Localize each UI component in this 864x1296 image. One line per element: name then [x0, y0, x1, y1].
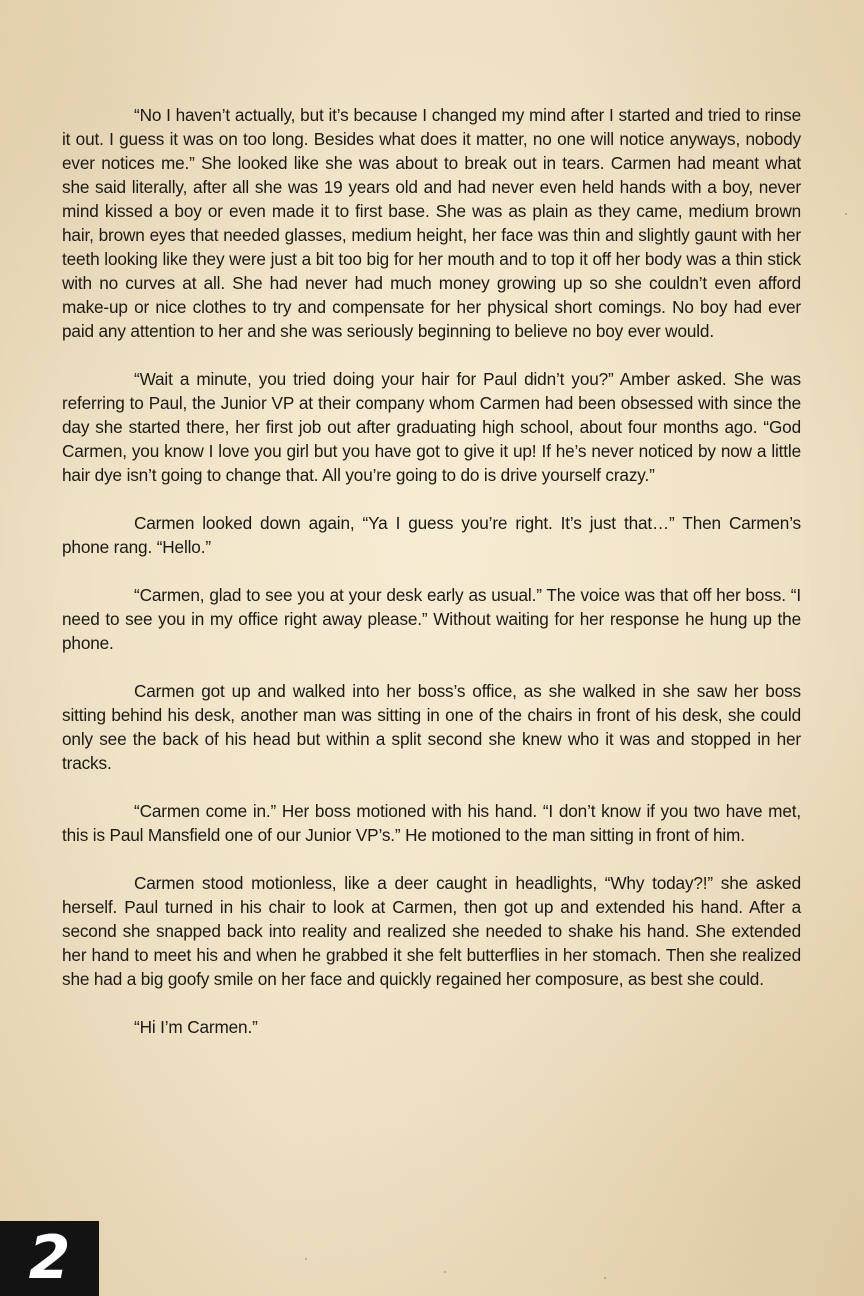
- paragraph-2: “Wait a minute, you tried doing your hair for Paul didn’t you?” Amber asked. She was referring to Paul, the Junior VP at their company whom Carmen had been obsessed with since the day she started there, her first job out after graduating high school, about four months ago. “God Carmen, you know I love you girl but you have got to give it up! If he’s never noticed by now a little hair dye isn’t going to change that. All you’re going to do is drive yourself crazy.”: [62, 369, 801, 485]
- paper-speck: [604, 1277, 606, 1279]
- paragraph-4: “Carmen, glad to see you at your desk early as usual.” The voice was that off her boss. “I need to see you in my office right away please.” Without waiting for her response he hung up the phone.: [62, 585, 801, 653]
- paragraph-6: “Carmen come in.” Her boss motioned with his hand. “I don’t know if you two have met, this is Paul Mansfield one of our Junior VP’s.” He motioned to the man sitting in front of him.: [62, 801, 801, 845]
- paragraph-3: Carmen looked down again, “Ya I guess you’re right. It’s just that…” Then Carmen’s phone rang. “Hello.”: [62, 513, 801, 557]
- paper-speck: [305, 1258, 307, 1260]
- paper-speck: [444, 1271, 446, 1273]
- paragraph-5: Carmen got up and walked into her boss’s office, as she walked in she saw her boss sitting behind his desk, another man was sitting in one of the chairs in front of his desk, she could only see the back of his head but within a split second she knew who it was and stopped in her tracks.: [62, 681, 801, 773]
- paragraph-7: Carmen stood motionless, like a deer caught in headlights, “Why today?!” she asked herself. Paul turned in his chair to look at Carmen, then got up and extended his hand. After a second she snapped back into reality and realized she needed to shake his hand. She extended her hand to meet his and when he grabbed it she felt butterflies in her stomach. Then she realized she had a big goofy smile on her face and quickly regained her composure, as best she could.: [62, 873, 801, 989]
- paragraph-1: “No I haven’t actually, but it’s because I changed my mind after I started and tried to rinse it out. I guess it was on too long. Besides what does it matter, no one will notice anyways, nobody ever notices me.” She looked like she was about to break out in tears. Carmen had meant what she said literally, after all she was 19 years old and had never even held hands with a boy, never mind kissed a boy or even made it to first base. She was as plain as they came, medium brown hair, brown eyes that needed glasses, medium height, her face was thin and slightly gaunt with her teeth looking like they were just a bit too big for her mouth and to top it off her body was a thin stick with no curves at all. She had never had much money growing up so she couldn’t even afford make-up or nice clothes to try and compensate for her physical short comings. No boy had ever paid any attention to her and she was seriously beginning to believe no boy ever would.: [62, 105, 801, 341]
- paper-speck: [845, 213, 847, 215]
- paper-speck: [437, 744, 439, 746]
- paragraph-8: “Hi I’m Carmen.”: [134, 1017, 258, 1037]
- story-text: [62, 103, 801, 1063]
- paper-speck: [533, 378, 535, 380]
- page-number-badge: 2: [0, 1221, 99, 1296]
